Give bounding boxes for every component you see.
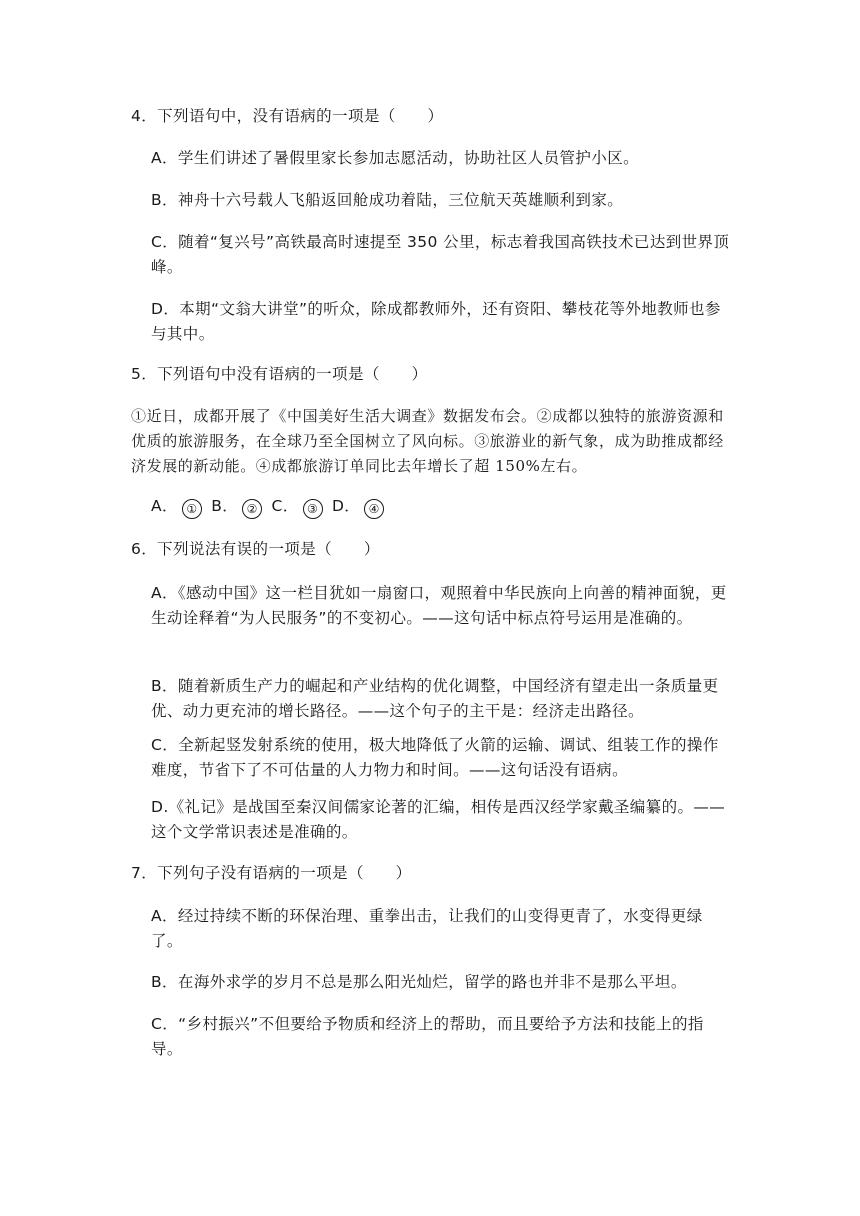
choice-b-mark: ② bbox=[242, 499, 262, 519]
question-6-stem: 6．下列说法有误的一项是（ ） bbox=[131, 540, 380, 558]
question-5-stem: 5．下列语句中没有语病的一项是（ ） bbox=[131, 365, 428, 383]
question-6-option-a: A．《感动中国》这一栏目犹如一扇窗口，观照着中华民族向上向善的精神面貌，更生动诠释着“为人民服务”的不变初心。——这句话中标点符号运用是准确的。 bbox=[151, 584, 727, 627]
choice-c-label: C． bbox=[271, 497, 299, 515]
question-4-option-c: C．随着“复兴号”高铁最高时速提至 350 公里，标志着我国高铁技术已达到世界顶峰。 bbox=[151, 233, 730, 276]
choice-a-mark: ① bbox=[182, 499, 202, 519]
question-7-stem: 7．下列句子没有语病的一项是（ ） bbox=[131, 864, 412, 882]
choice-c-mark: ③ bbox=[303, 499, 323, 519]
question-5-passage: ①近日，成都开展了《中国美好生活大调查》数据发布会。②成都以独特的旅游资源和优质的旅游服务，在全球乃至全国树立了风向标。③旅游业的新气象，成为助推成都经济发展的新动能。④成都旅游订单同比去年增长了超 150%左右。 bbox=[131, 407, 724, 475]
question-4-option-a: A．学生们讲述了暑假里家长参加志愿活动，协助社区人员管护小区。 bbox=[151, 149, 640, 167]
choice-a-label: A． bbox=[151, 497, 178, 515]
choice-d-mark: ④ bbox=[364, 499, 384, 519]
question-7-option-c: C．“乡村振兴”不但要给予物质和经济上的帮助，而且要给予方法和技能上的指导。 bbox=[151, 1015, 704, 1058]
choice-b-label: B． bbox=[211, 497, 239, 515]
question-6-option-c: C．全新起竖发射系统的使用，极大地降低了火箭的运输、调试、组装工作的操作难度，节省下了不可估量的人力物力和时间。——这句话没有语病。 bbox=[151, 736, 719, 779]
choice-d-label: D． bbox=[331, 497, 361, 515]
question-4-option-b: B．神舟十六号载人飞船返回舱成功着陆，三位航天英雄顺利到家。 bbox=[151, 191, 624, 209]
question-6-option-b: B．随着新质生产力的崛起和产业结构的优化调整，中国经济有望走出一条质量更优、动力更充沛的增长路径。——这个句子的主干是：经济走出路径。 bbox=[151, 677, 719, 720]
question-7-option-a: A．经过持续不断的环保治理、重拳出击，让我们的山变得更青了，水变得更绿了。 bbox=[151, 907, 703, 950]
question-7-option-b: B．在海外求学的岁月不总是那么阳光灿烂，留学的路也并非不是那么平坦。 bbox=[151, 973, 687, 991]
question-4-stem: 4．下列语句中，没有语病的一项是（ ） bbox=[131, 107, 444, 125]
question-5-choices bbox=[151, 494, 388, 519]
question-4-option-d: D．本期“文翁大讲堂”的听众，除成都教师外，还有资阳、攀枝花等外地教师也参与其中。 bbox=[151, 300, 721, 343]
question-6-option-d: D.《礼记》是战国至秦汉间儒家论著的汇编，相传是西汉经学家戴圣编纂的。——这个文学常识表述是准确的。 bbox=[151, 798, 726, 841]
